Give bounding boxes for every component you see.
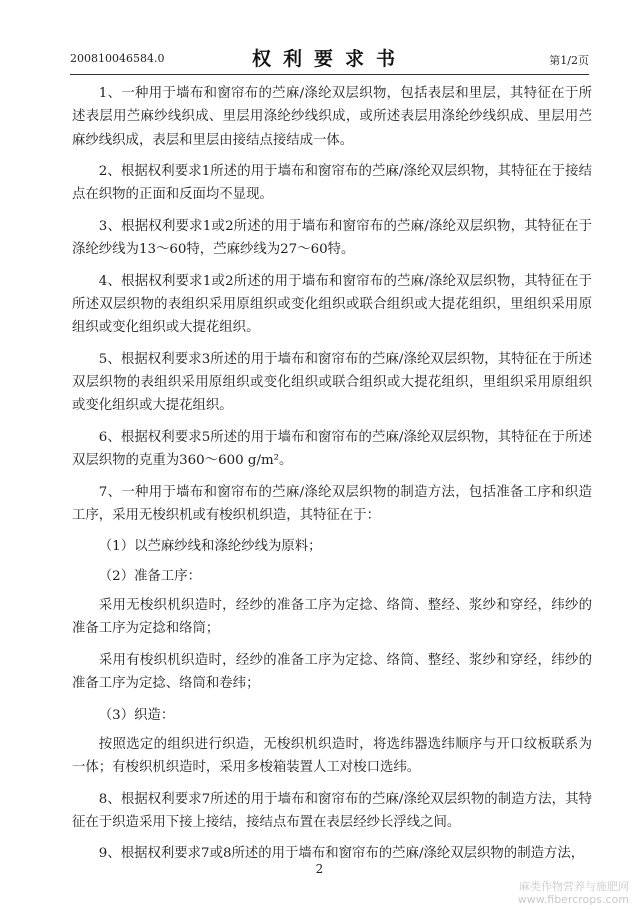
- claim-9: 9、根据权利要求7或8所述的用于墙布和窗帘布的苎麻/涤纶双层织物的制造方法，: [98, 846, 585, 862]
- page-header: [70, 44, 589, 72]
- claim-7-shuttleless-prep: 采用无梭织机织造时，经纱的准备工序为定捻、络筒、整经、浆纱和穿经，纬纱的准备工序为定捻和络筒；: [72, 597, 592, 637]
- document-number: 200810046584.0: [70, 52, 165, 65]
- claim-2: 2、根据权利要求1所述的用于墙布和窗帘布的苎麻/涤纶双层织物，其特征在于接结点在织物的正面和反面均不显现。: [72, 164, 592, 203]
- claims-body: [72, 82, 592, 874]
- claim-8: 8、根据权利要求7所述的用于墙布和窗帘布的苎麻/涤纶双层织物的制造方法，其特征在于织造采用下接上接结，接结点布置在表层经纱长浮线之间。: [72, 791, 592, 830]
- claim-7-step-3: （3）织造：: [98, 707, 175, 723]
- claim-7-shuttle-prep: 采用有梭织机织造时，经纱的准备工序为定捻、络筒、整经、浆纱和穿经，纬纱的准备工序为定捻、络筒和卷纬；: [72, 652, 592, 692]
- claim-7-step-1: （1）以苎麻纱线和涤纶纱线为原料；: [98, 539, 322, 555]
- claim-7-weaving: 按照选定的组织进行织造，无梭织机织造时，将选纬器选纬顺序与开口纹板联系为一体；有梭织机织造时，采用多梭箱装置人工对梭口选纬。: [72, 736, 592, 776]
- watermark-site-name: 麻类作物营养与施肥网: [519, 880, 629, 893]
- claim-7: 7、一种用于墙布和窗帘布的苎麻/涤纶双层织物的制造方法，包括准备工序和织造工序，采用无梭织机或有梭织机织造，其特征在于：: [72, 484, 592, 523]
- claim-3: 3、根据权利要求1或2所述的用于墙布和窗帘布的苎麻/涤纶双层织物，其特征在于涤纶纱线为13～60特，苎麻纱线为27～60特。: [72, 218, 592, 258]
- claim-1: 1、一种用于墙布和窗帘布的苎麻/涤纶双层织物，包括表层和里层，其特征在于所述表层用苎麻纱线织成、里层用涤纶纱线织成，或所述表层用涤纶纱线织成、里层用苎麻纱线织成，表层和里层由接结点接结成一体。: [72, 86, 592, 148]
- page-indicator: 第1/2页: [549, 54, 589, 67]
- footer-page-number: 2: [315, 862, 324, 876]
- claim-7-step-2: （2）准备工序：: [98, 568, 202, 584]
- site-watermark: [518, 880, 629, 906]
- watermark-site-url: www.fibercrops.com: [517, 893, 629, 906]
- claim-6: 6、根据权利要求5所述的用于墙布和窗帘布的苎麻/涤纶双层织物，其特征在于所述双层织物的克重为360～600 g/m²。: [72, 429, 592, 469]
- header-divider: [70, 74, 589, 75]
- document-title: 权利要求书: [251, 48, 407, 70]
- claim-5: 5、根据权利要求3所述的用于墙布和窗帘布的苎麻/涤纶双层织物，其特征在于所述双层织物的表组织采用原组织或变化组织或联合组织或大提花组织，里组织采用原组织或变化组织或大提花组织。: [72, 351, 592, 414]
- claim-4: 4、根据权利要求1或2所述的用于墙布和窗帘布的苎麻/涤纶双层织物，其特征在于所述双层织物的表组织采用原组织或变化组织或联合组织或大提花组织，里组织采用原组织或变化组织或大提花组织。: [72, 273, 592, 336]
